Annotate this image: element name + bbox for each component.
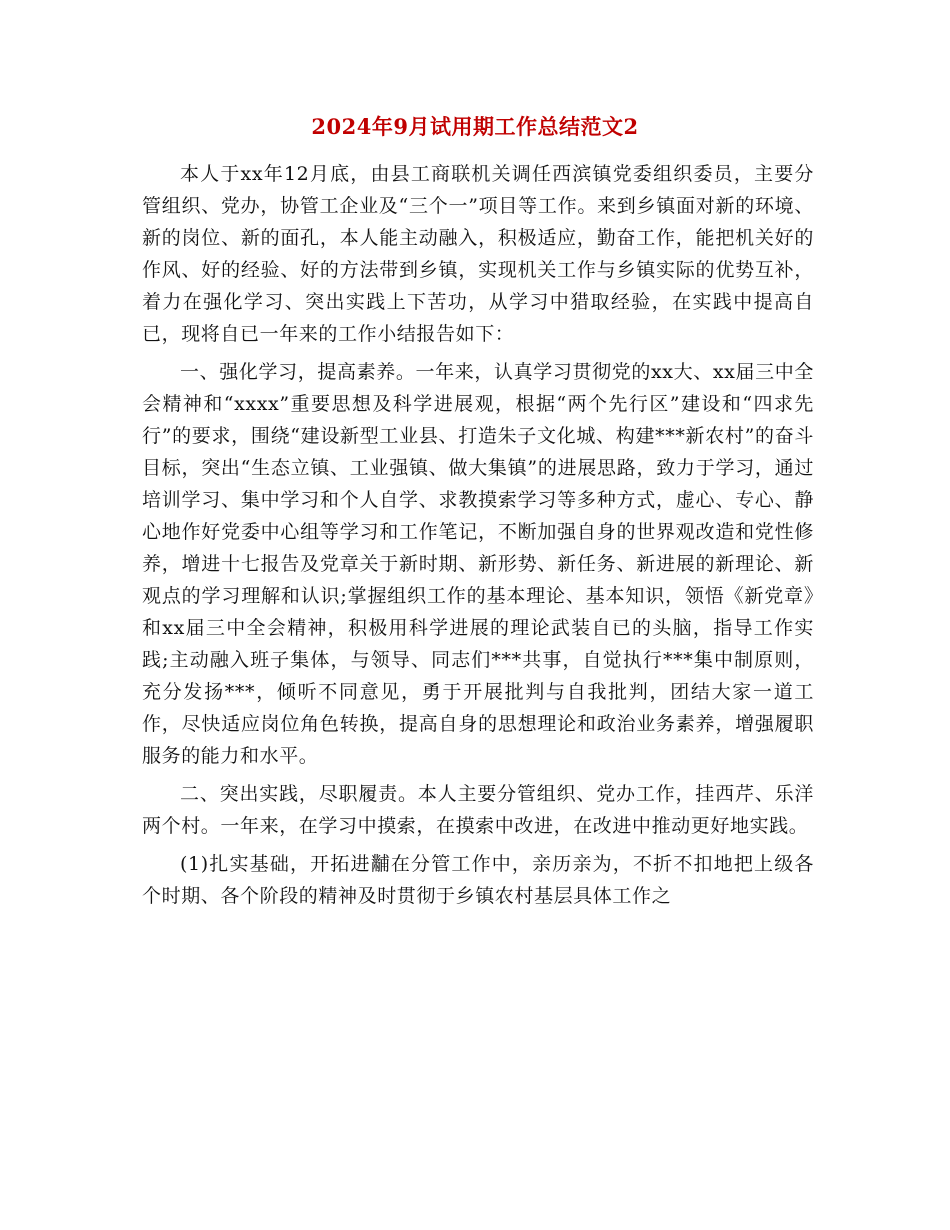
document-body [142, 158, 814, 918]
document-title: 2024年9月试用期工作总结范文2 [311, 114, 639, 139]
paragraph-section-1: 一、强化学习，提高素养。一年来，认真学习贯彻党的xx大、xx届三中全会精神和“xxxx”重要思想及科学进展观，根据“两个先行区”建设和“四求先行”的要求，围绕“建设新型工业县、打造朱子文化城、构建***新农村”的奋斗目标，突出“生态立镇、工业强镇、做大集镇”的进展思路，致力于学习，通过培训学习、集中学习和个人自学、求教摸索学习等多种方式，虚心、专心、静心地作好党委中心组等学习和工作笔记，不断加强自身的世界观改造和党性修养，增进十七报告及党章关于新时期、新形势、新任务、新进展的新理论、新观点的学习理解和认识;掌握组织工作的基本理论、基本知识，领悟《新党章》和xx届三中全会精神，积极用科学进展的理论武装自已的头脑，指导工作实践;主动融入班子集体，与领导、同志们***共事，自觉执行***集中制原则，充分发扬***，倾听不同意见，勇于开展批判与自我批判，团结大家一道工作，尽快适应岗位角色转换，提高自身的思想理论和政治业务素养，增强履职服务的能力和水平。 [142, 361, 814, 767]
paragraph-intro: 本人于xx年12月底，由县工商联机关调任西滨镇党委组织委员，主要分管组织、党办，协管工企业及“三个一”项目等工作。来到乡镇面对新的环境、新的岗位、新的面孔，本人能主动融入，积极适应，勤奋工作，能把机关好的作风、好的经验、好的方法带到乡镇，实现机关工作与乡镇实际的优势互补，着力在强化学习、突出实践上下苦功，从学习中猎取经验，在实践中提高自已，现将自已一年来的工作小结报告如下： [142, 163, 814, 345]
paragraph-subsection-1: (1)扎实基础，开拓进黼在分管工作中，亲历亲为，不折不扣地把上级各个时期、各个阶段的精神及时贯彻于乡镇农村基层具体工作之 [142, 853, 814, 907]
paragraph-section-2: 二、突出实践，尽职履责。本人主要分管组织、党办工作，挂西芹、乐洋两个村。一年来，在学习中摸索，在摸索中改进，在改进中推动更好地实践。 [142, 783, 814, 837]
